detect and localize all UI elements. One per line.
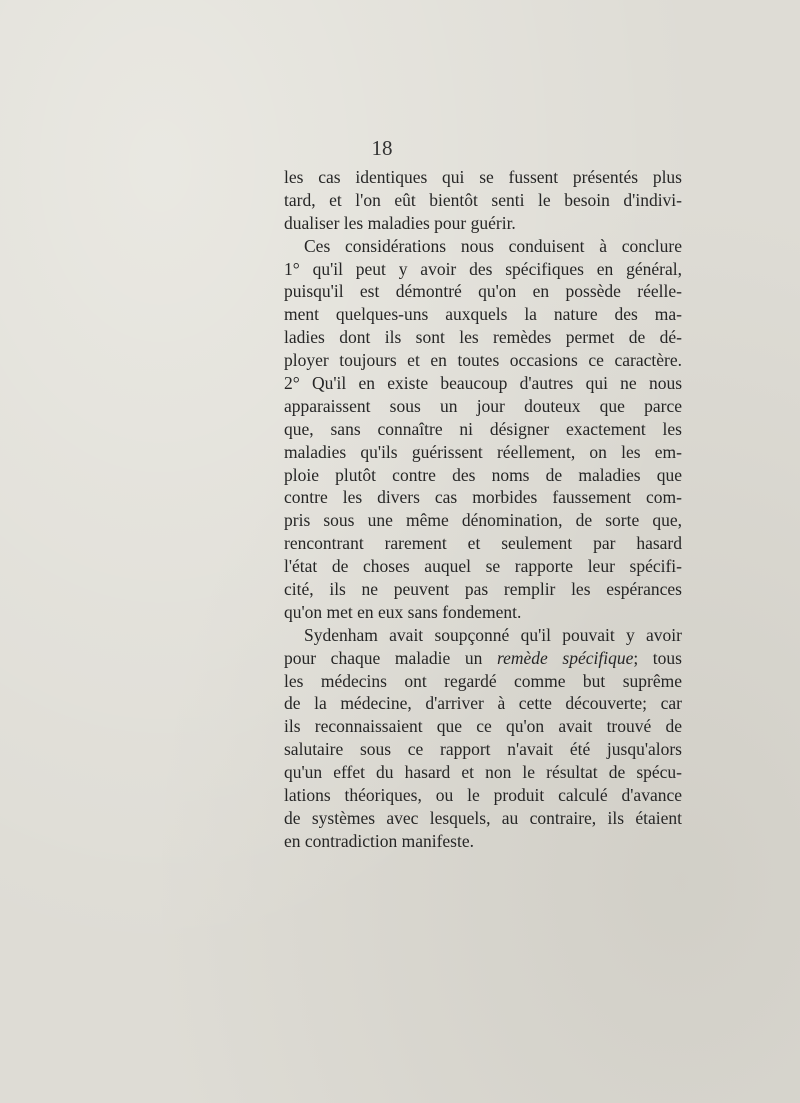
text-line: tard, et l'on eût bientôt senti le besoin d'indivi- [284,189,682,210]
text-line: salutaire sous ce rapport n'avait été jusqu'alors [284,739,682,760]
text-segment: ; tous [633,647,682,668]
text-segment: pour chaque maladie un [284,647,497,668]
text-line: ladies dont ils sont les remèdes permet de dé- [284,327,682,348]
text-line: de la médecine, d'arriver à cette découverte; car [284,693,682,714]
text-line: pris sous une même dénomination, de sorte que, [284,510,682,531]
text-line: que, sans connaître ni désigner exactement les [284,418,682,439]
text-line: rencontrant rarement et seulement par hasard [284,533,682,554]
text-line: ils reconnaissaient que ce qu'on avait trouvé de [284,716,682,737]
text-line: ment quelques-uns auxquels la nature des ma- [284,304,682,325]
text-line: puisqu'il est démontré qu'on en possède réelle- [284,281,682,302]
body-text [284,166,682,853]
text-line: lations théoriques, ou le produit calculé d'avance [284,785,682,806]
text-line: l'état de choses auquel se rapporte leur spécifi- [284,556,682,577]
text-line: 2° Qu'il en existe beaucoup d'autres qui ne nous [284,373,682,394]
text-line: les cas identiques qui se fussent présentés plus [284,167,682,187]
text-line: les médecins ont regardé comme but suprême [284,670,682,691]
text-line: qu'on met en eux sans fondement. [284,601,522,622]
text-line: contre les divers cas morbides faussement com- [284,487,682,508]
text-line: ploie plutôt contre des noms de maladies que [284,464,682,485]
text-line: dualiser les maladies pour guérir. [284,212,516,233]
text-line: ployer toujours et en toutes occasions ce caractère. [284,350,682,371]
text-line: qu'un effet du hasard et non le résultat de spécu- [284,762,682,783]
text-line: Sydenham avait soupçonné qu'il pouvait y avoir [304,624,682,645]
text-line: de systèmes avec lesquels, au contraire, ils étaient [284,807,682,828]
text-line: en contradiction manifeste. [284,830,474,851]
text-line [284,647,682,670]
text-line: 1° qu'il peut y avoir des spécifiques en général, [284,258,682,279]
italic-phrase: remède spécifique [496,647,634,668]
text-line: Ces considérations nous conduisent à conclure [304,235,682,256]
text-line: maladies qu'ils guérissent réellement, on les em- [284,441,682,462]
text-line: cité, ils ne peuvent pas remplir les espérances [284,579,682,600]
text-line: apparaissent sous un jour douteux que parce [284,395,682,416]
page-number: 18 [371,136,393,160]
